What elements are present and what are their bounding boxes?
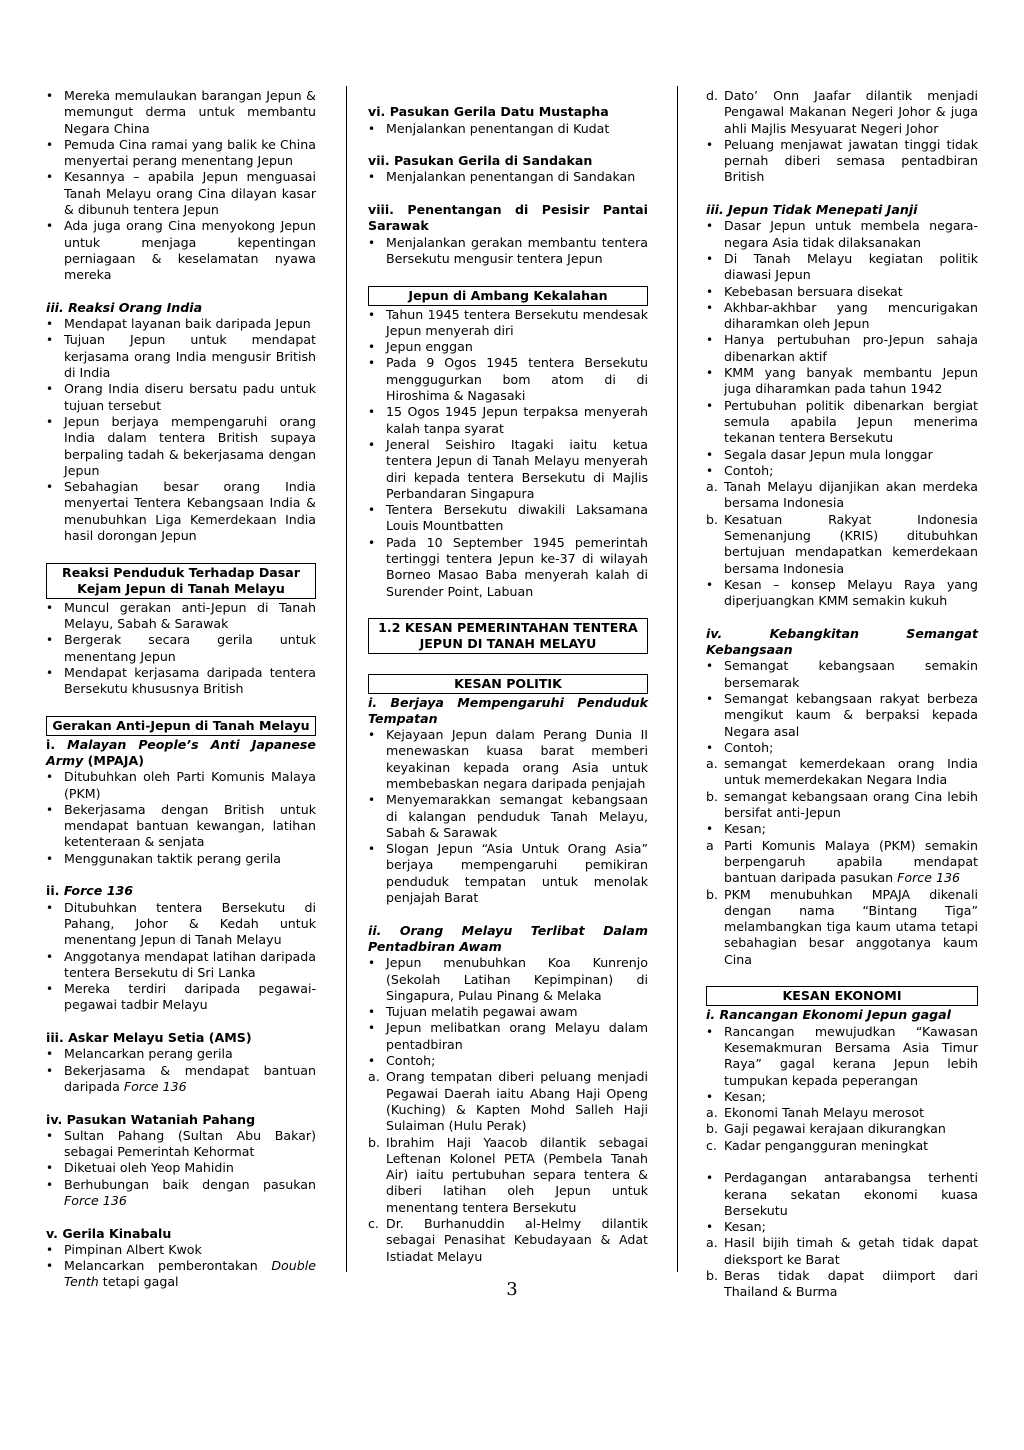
line-text: Orang tempatan diberi peluang menjadi Pegawai Daerah iaitu Abang Haji Openg (Kuching) & Kapten Mohd Salleh Haji Sulaiman (Hulu Perak) <box>386 1069 648 1134</box>
bullet-item <box>368 121 648 137</box>
spacer <box>368 88 648 104</box>
bullet-item <box>706 365 978 398</box>
list-marker: b. <box>706 511 718 527</box>
bullet-marker: • <box>368 503 376 518</box>
line-text: Hanya pertubuhan pro-Jepun sahaja dibenarkan aktif <box>724 332 978 364</box>
bullet-item <box>706 218 978 251</box>
line-text: Orang India diseru bersatu padu untuk tujuan tersebut <box>64 381 316 413</box>
bullet-marker: • <box>368 1005 376 1020</box>
bullet-marker: • <box>368 956 376 971</box>
line-text: Kesan; <box>724 1088 766 1104</box>
line-text: Bekerjasama dengan British untuk mendapat bantuan kewangan, latihan ketenteraan & senjata <box>64 801 316 850</box>
line-text: Menjalankan gerakan membantu tentera Bersekutu mengusir tentera Jepun <box>386 234 648 266</box>
line-text: Akhbar-akhbar yang mencurigakan diharamkan oleh Jepun <box>724 299 978 332</box>
spacer <box>368 655 648 671</box>
bullet-item <box>46 169 316 218</box>
bullet-item <box>706 821 978 837</box>
subheading: iv. Kebangkitan Semangat Kebangsaan <box>706 625 978 658</box>
bullet-item <box>46 802 316 851</box>
bullet-marker: • <box>368 340 376 355</box>
line-text: Diketuai oleh Yeop Mahidin <box>64 1160 234 1176</box>
bullet-marker: • <box>46 170 54 185</box>
bullet-marker: • <box>706 1171 714 1186</box>
line-text: Semangat kebangsaan semakin bersemarak <box>724 658 978 690</box>
line-text: Berhubungan baik dengan pasukan <box>64 1176 316 1192</box>
bullet-marker: • <box>46 851 54 866</box>
lettered-item <box>706 88 978 137</box>
bullet-item <box>46 769 316 802</box>
line-text: Segala dasar Jepun mula longgar <box>724 446 933 462</box>
list-marker: c. <box>368 1216 379 1231</box>
bullet-item <box>46 414 316 479</box>
bullet-item <box>46 632 316 665</box>
bullet-marker: • <box>706 1024 714 1039</box>
line-text: Pertubuhan politik dibenarkan bergiat semula apabila Jepun menerima tekanan tentera Bersekutu <box>724 397 978 446</box>
list-marker: a. <box>706 756 718 772</box>
line-text: Parti Komunis Malaya (PKM) semakin berpengaruh apabila mendapat bantuan daripada pasukan <box>724 837 978 886</box>
bullet-item <box>706 1170 978 1219</box>
column-2 <box>368 88 648 1265</box>
line-text: Jepun melibatkan orang Melayu dalam pentadbiran <box>386 1020 648 1052</box>
bullet-item <box>706 284 978 300</box>
spacer <box>706 968 978 984</box>
line-text: Anggotanya mendapat latihan daripada tentera Bersekutu di Sri Lanka <box>64 948 316 980</box>
bullet-item <box>706 137 978 186</box>
subheading: iv. Pasukan Wataniah Pahang <box>46 1111 256 1127</box>
column-3 <box>706 88 978 1301</box>
line-text: Di Tanah Melayu kegiatan politik diawasi Jepun <box>724 250 978 283</box>
line-text: Sultan Pahang (Sultan Abu Bakar) sebagai Pemerintah Kehormat <box>64 1127 316 1160</box>
line-text: Tujuan Jepun untuk mendapat kerjasama orang India mengusir British di India <box>64 332 316 381</box>
bullet-marker: • <box>46 1047 54 1062</box>
line-text: Bekerjasama & mendapat bantuan daripada <box>64 1062 316 1094</box>
list-marker: a. <box>706 1235 718 1251</box>
line-text: Peluang menjawat jawatan tinggi tidak pernah diberi semasa pentadbiran British <box>724 136 978 185</box>
bullet-marker: • <box>368 235 376 250</box>
bullet-item <box>368 535 648 600</box>
section-heading-box: 1.2 KESAN PEMERINTAHAN TENTERA JEPUN DI TANAH MELAYU <box>368 618 648 654</box>
line-text: PKM menubuhkan MPAJA dikenali dengan nama “Bintang Tiga” melambangkan tiga kaum utama tetapi sebahagian besar anggotanya kaum Cina <box>724 886 978 967</box>
line-text: Mereka terdiri daripada pegawai-pegawai tadbir Melayu <box>64 981 316 1013</box>
list-marker: a <box>706 837 714 853</box>
line-text: KMM yang banyak membantu Jepun juga diharamkan pada tahun 1942 <box>724 365 978 397</box>
line-text: Mereka memulaukan barangan Jepun & memungut derma untuk membantu Negara China <box>64 88 316 136</box>
line-text: Melancarkan pemberontakan <box>64 1258 272 1274</box>
subheading <box>46 737 316 770</box>
spacer <box>46 284 316 300</box>
bullet-marker: • <box>368 121 376 136</box>
bullet-marker: • <box>706 137 714 152</box>
bullet-item <box>368 1004 648 1020</box>
line-text: Contoh; <box>724 739 774 755</box>
bullet-item <box>368 404 648 437</box>
line-text: Sebahagian besar orang India menyertai Tentera Kebangsaan India & menubuhkan Liga Kemerdekaan India hasil dorongan Jepun <box>64 479 316 544</box>
line-text: Beras tidak dapat diimport dari Thailand & Burma <box>724 1268 978 1300</box>
bullet-marker: • <box>706 219 714 234</box>
bullet-marker: • <box>46 770 54 785</box>
bullet-item <box>706 740 978 756</box>
spacer <box>368 137 648 153</box>
bullet-item <box>46 600 316 633</box>
subheading: i. Rancangan Ekonomi Jepun gagal <box>706 1007 951 1023</box>
bullet-item <box>368 792 648 841</box>
lettered-item <box>368 1135 648 1216</box>
bullet-marker: • <box>706 577 714 592</box>
column-divider <box>677 86 678 1272</box>
line-text: Menjalankan penentangan di Sandakan <box>386 169 636 185</box>
lettered-item <box>706 756 978 789</box>
bullet-item <box>368 727 648 792</box>
list-marker: a. <box>368 1069 380 1085</box>
line-text: semangat kebangsaan orang Cina lebih bersifat anti-Jepun <box>724 788 978 821</box>
bullet-marker: • <box>706 366 714 381</box>
bullet-item <box>706 447 978 463</box>
bullet-item <box>46 1242 316 1258</box>
line-text: Ditubuhkan oleh Parti Komunis Malaya (PKM) <box>64 769 316 801</box>
bullet-marker: • <box>706 398 714 413</box>
spacer <box>368 600 648 616</box>
line-text: Pada 10 September 1945 pemerintah tertinggi tentera Jepun ke-37 di wilayah Borneo Masao Baba menyerah kalah di Surender Point, Labuan <box>386 534 648 599</box>
subheading: vii. Pasukan Gerila di Sandakan <box>368 153 593 169</box>
bullet-item <box>706 1024 978 1089</box>
line-text: Menyemarakkan semangat kebangsaan di kalangan penduduk Tanah Melayu, Sabah & Sarawak <box>386 792 648 840</box>
spacer <box>46 1209 316 1225</box>
bullet-marker: • <box>46 802 54 817</box>
list-marker: b. <box>368 1134 380 1150</box>
lettered-item <box>368 1069 648 1134</box>
bullet-marker: • <box>706 691 714 706</box>
line-text: Kesatuan Rakyat Indonesia Semenanjung (KRIS) ditubuhkan bertujuan mendapatkan kemerdekaan bersama Indonesia <box>724 511 978 576</box>
bullet-marker: • <box>706 740 714 755</box>
list-marker: c. <box>706 1137 717 1153</box>
bullet-item <box>46 900 316 949</box>
line-text: Slogan Jepun “Asia Untuk Orang Asia” berjaya mempengaruhi pemikiran penduduk tempatan untuk menolak penjajah Barat <box>386 841 648 906</box>
bullet-marker: • <box>706 822 714 837</box>
bullet-marker: • <box>706 463 714 478</box>
bullet-marker: • <box>46 1161 54 1176</box>
line-text: Jepun menubuhkan Koa Kunrenjo (Sekolah Latihan Kepimpinan) di Singapura, Pulau Pinang & Melaka <box>386 955 648 1003</box>
subheading: i. Berjaya Mempengaruhi Penduduk Tempatan <box>368 694 648 726</box>
bullet-marker: • <box>368 535 376 550</box>
bullet-marker: • <box>368 356 376 371</box>
line-text: Kesan – konsep Melayu Raya yang diperjuangkan KMM semakin kukuh <box>724 576 978 609</box>
line-text: Tentera Bersekutu diwakili Laksamana Louis Mountbatten <box>386 502 648 534</box>
lettered-item <box>706 512 978 577</box>
line-text: Jepun enggan <box>386 339 473 355</box>
bullet-marker: • <box>368 728 376 743</box>
list-marker: a. <box>706 479 718 495</box>
line-text: Kesannya – apabila Jepun menguasai Tanah Melayu orang Cina dilayan kasar & dibunuh tentera Jepun <box>64 169 316 218</box>
bullet-marker: • <box>706 300 714 315</box>
spacer <box>368 186 648 202</box>
line-text: Jeneral Seishiro Itagaki iaitu ketua tentera Jepun di Tanah Melayu menyerah diri kepada tentera Bersekutu di Majlis Perbandaran Singapura <box>386 436 648 501</box>
bullet-marker: • <box>46 949 54 964</box>
bullet-marker: • <box>706 251 714 266</box>
bullet-item <box>46 949 316 982</box>
bullet-item <box>706 1219 978 1235</box>
bullet-item <box>706 332 978 365</box>
subheading: v. Gerila Kinabalu <box>46 1225 172 1241</box>
bullet-marker: • <box>46 414 54 429</box>
subheading: iii. Reaksi Orang India <box>46 299 203 315</box>
lettered-item <box>706 479 978 512</box>
list-marker: b. <box>706 1268 718 1284</box>
spacer <box>706 610 978 626</box>
bullet-item <box>368 339 648 355</box>
bullet-marker: • <box>368 793 376 808</box>
line-text: Kesan; <box>724 821 766 837</box>
emphasis-text: Force 136 <box>64 1193 127 1208</box>
line-text: Ditubuhkan tentera Bersekutu di Pahang, Johor & Kedah untuk menentang Jepun di Tanah Melayu <box>64 899 316 948</box>
spacer <box>46 1095 316 1111</box>
line-text: Kebebasan bersuara disekat <box>724 283 903 299</box>
spacer <box>46 697 316 713</box>
bullet-marker: • <box>706 1089 714 1104</box>
line-text: Pemuda Cina ramai yang balik ke China menyertai perang menentang Jepun <box>64 136 316 169</box>
bullet-marker: • <box>368 170 376 185</box>
bullet-item <box>46 665 316 698</box>
lettered-item <box>706 1105 978 1121</box>
subheading: ii. Orang Melayu Terlibat Dalam Pentadbiran Awam <box>368 922 648 954</box>
bullet-marker: • <box>46 600 54 615</box>
subheading: iii. Askar Melayu Setia (AMS) <box>46 1030 252 1046</box>
spacer <box>706 1154 978 1170</box>
line-text: Jepun berjaya mempengaruhi orang India dalam tentera British supaya berpaling tadah & bekerjasama dengan Jepun <box>64 413 316 478</box>
line-text: Rancangan mewujudkan “Kawasan Kesemakmuran Bersama Asia Timur Raya” gagal kerana Jepun lebih tumpukan kepada peperangan <box>724 1023 978 1088</box>
line-text: tetapi gagal <box>98 1274 179 1290</box>
bullet-item <box>46 981 316 1014</box>
bullet-marker: • <box>46 665 54 680</box>
emphasis-text: Double Tenth <box>64 1258 316 1290</box>
lettered-item <box>706 1121 978 1137</box>
bullet-item <box>46 137 316 170</box>
section-heading-box: Gerakan Anti-Jepun di Tanah Melayu <box>46 716 316 736</box>
bullet-marker: • <box>46 1128 54 1143</box>
line-text: Gaji pegawai kerajaan dikurangkan <box>724 1121 946 1137</box>
bullet-marker: • <box>368 405 376 420</box>
lettered-item <box>706 1235 978 1268</box>
bullet-marker: • <box>368 1054 376 1069</box>
section-heading-box: Reaksi Penduduk Terhadap Dasar Kejam Jepun di Tanah Melayu <box>46 563 316 599</box>
lettered-item <box>706 887 978 968</box>
line-text: Ada juga orang Cina menyokong Jepun untuk menjaga kepentingan perniagaan & keselamatan nyawa mereka <box>64 218 316 283</box>
list-marker: d. <box>706 88 718 103</box>
line-text: Menggunakan taktik perang gerila <box>64 850 281 866</box>
bullet-item <box>46 1063 316 1096</box>
spacer <box>368 906 648 922</box>
line-text: Menjalankan penentangan di Kudat <box>386 120 610 136</box>
bullet-item <box>46 1046 316 1062</box>
bullet-marker: • <box>706 447 714 462</box>
emphasis-text: Force 136 <box>123 1078 187 1094</box>
line-text: Perdagangan antarabangsa terhenti kerana sekatan ekonomi kuasa Bersekutu <box>724 1170 978 1218</box>
line-text: (MPAJA) <box>83 752 144 768</box>
bullet-marker: • <box>368 307 376 322</box>
bullet-marker: • <box>46 1177 54 1192</box>
line-text: Dasar Jepun untuk membela negara-negara Asia tidak dilaksanakan <box>724 218 978 250</box>
emphasis-text: Malayan People’s Anti Japanese Army <box>46 736 316 768</box>
bullet-item <box>368 841 648 906</box>
bullet-item <box>46 1160 316 1176</box>
column-divider <box>346 86 347 1272</box>
line-text: Dr. Burhanuddin al-Helmy dilantik sebagai Penasihat Kebudayaan & Adat Istiadat Melayu <box>386 1216 648 1264</box>
lettered-item <box>706 838 978 887</box>
line-text: Melancarkan perang gerila <box>64 1046 233 1062</box>
bullet-item <box>46 1177 316 1210</box>
bullet-item <box>46 332 316 381</box>
spacer <box>46 544 316 560</box>
bullet-marker: • <box>706 1220 714 1235</box>
bullet-marker: • <box>46 480 54 495</box>
bullet-item <box>368 1053 648 1069</box>
bullet-marker: • <box>706 333 714 348</box>
line-text: Tahun 1945 tentera Bersekutu mendesak Jepun menyerah diri <box>386 306 648 338</box>
bullet-item <box>368 955 648 1004</box>
bullet-item <box>706 658 978 691</box>
lettered-item <box>368 1216 648 1265</box>
line-text: Bergerak secara gerila untuk menentang Jepun <box>64 632 316 664</box>
bullet-item <box>368 307 648 340</box>
line-text: ii. <box>46 883 64 899</box>
subheading <box>46 883 316 899</box>
section-heading-box: KESAN EKONOMI <box>706 986 978 1006</box>
line-text: Kadar pengangguran meningkat <box>724 1137 929 1153</box>
line-text: Semangat kebangsaan rakyat berbeza mengikut kaum & berpaksi kepada Negara asal <box>724 690 978 739</box>
spacer <box>706 186 978 202</box>
line-text: semangat kemerdekaan orang India untuk memerdekakan Negara India <box>724 756 978 788</box>
bullet-item <box>368 169 648 185</box>
bullet-marker: • <box>46 900 54 915</box>
bullet-marker: • <box>46 982 54 997</box>
line-text: Ekonomi Tanah Melayu merosot <box>724 1105 925 1121</box>
line-text: Mendapat kerjasama daripada tentera Bersekutu khususnya British <box>64 664 316 697</box>
bullet-item <box>706 577 978 610</box>
bullet-marker: • <box>46 89 54 103</box>
list-marker: b. <box>706 886 718 902</box>
bullet-item <box>46 851 316 867</box>
bullet-item <box>46 218 316 283</box>
list-marker: b. <box>706 788 718 804</box>
section-heading-box: KESAN POLITIK <box>368 674 648 694</box>
bullet-marker: • <box>46 219 54 234</box>
line-text: Tujuan melatih pegawai awam <box>386 1004 578 1020</box>
line-text: Kesan; <box>724 1219 766 1235</box>
bullet-marker: • <box>46 317 54 332</box>
emphasis-text: Force 136 <box>63 883 133 899</box>
bullet-marker: • <box>706 659 714 674</box>
line-text: Kejayaan Jepun dalam Perang Dunia II menewaskan kuasa barat memberi keyakinan kepada orang Asia untuk membebaskan negara daripada penjajah <box>386 727 648 791</box>
bullet-item <box>368 355 648 404</box>
line-text: Pimpinan Albert Kwok <box>64 1241 202 1257</box>
bullet-item <box>46 88 316 137</box>
bullet-marker: • <box>368 842 376 857</box>
line-text: Mendapat layanan baik daripada Jepun <box>64 316 311 332</box>
subheading: vi. Pasukan Gerila Datu Mustapha <box>368 104 609 120</box>
bullet-item <box>706 691 978 740</box>
bullet-item <box>368 235 648 268</box>
bullet-item <box>706 398 978 447</box>
bullet-item <box>706 251 978 284</box>
line-text: Contoh; <box>386 1053 436 1069</box>
bullet-item <box>706 463 978 479</box>
bullet-marker: • <box>46 633 54 648</box>
list-marker: a. <box>706 1105 718 1121</box>
lettered-item <box>706 1138 978 1154</box>
line-text: 15 Ogos 1945 Jepun terpaksa menyerah kalah tanpa syarat <box>386 404 648 436</box>
bullet-marker: • <box>46 1063 54 1078</box>
bullet-item <box>706 300 978 333</box>
bullet-marker: • <box>46 1259 54 1274</box>
spacer <box>368 267 648 283</box>
bullet-item <box>46 479 316 544</box>
bullet-item <box>706 1089 978 1105</box>
line-text: Hasil bijih timah & getah tidak dapat dieksport ke Barat <box>724 1235 978 1267</box>
bullet-item <box>46 381 316 414</box>
bullet-marker: • <box>368 1021 376 1036</box>
line-text: Ibrahim Haji Yaacob dilantik sebagai Leftenan Kolonel PETA (Pembela Tanah Air) iaitu pertubuhan separa tentera & diberi latihan oleh Jepun untuk menentang tentera Bersekutu <box>386 1134 648 1215</box>
spacer <box>46 1014 316 1030</box>
bullet-marker: • <box>46 1242 54 1257</box>
bullet-item <box>368 437 648 502</box>
section-heading-box: Jepun di Ambang Kekalahan <box>368 286 648 306</box>
bullet-item <box>368 502 648 535</box>
list-marker: b. <box>706 1121 718 1137</box>
line-text: i. <box>46 736 68 752</box>
spacer <box>46 867 316 883</box>
lettered-item <box>706 789 978 822</box>
subheading: iii. Jepun Tidak Menepati Janji <box>706 202 918 218</box>
line-text: Contoh; <box>724 462 774 478</box>
bullet-marker: • <box>368 437 376 452</box>
line-text: Dato’ Onn Jaafar dilantik menjadi Pengawal Makanan Negeri Johor & juga ahli Majlis Mesyuarat Negeri Johor <box>724 88 978 136</box>
bullet-item <box>46 1128 316 1161</box>
bullet-marker: • <box>706 284 714 299</box>
bullet-marker: • <box>46 137 54 152</box>
bullet-item <box>46 316 316 332</box>
subheading: viii. Penentangan di Pesisir Pantai Sarawak <box>368 202 648 234</box>
line-text: Muncul gerakan anti-Jepun di Tanah Melayu, Sabah & Sarawak <box>64 599 316 631</box>
page-number: 3 <box>506 1279 518 1300</box>
bullet-marker: • <box>46 333 54 348</box>
emphasis-text: Force 136 <box>897 870 961 886</box>
line-text: Pada 9 Ogos 1945 tentera Bersekutu menggugurkan bom atom di di Hiroshima & Nagasaki <box>386 355 648 404</box>
bullet-item <box>368 1020 648 1053</box>
bullet-marker: • <box>46 382 54 397</box>
line-text: Tanah Melayu dijanjikan akan merdeka bersama Indonesia <box>724 479 978 511</box>
column-1 <box>46 88 316 1291</box>
